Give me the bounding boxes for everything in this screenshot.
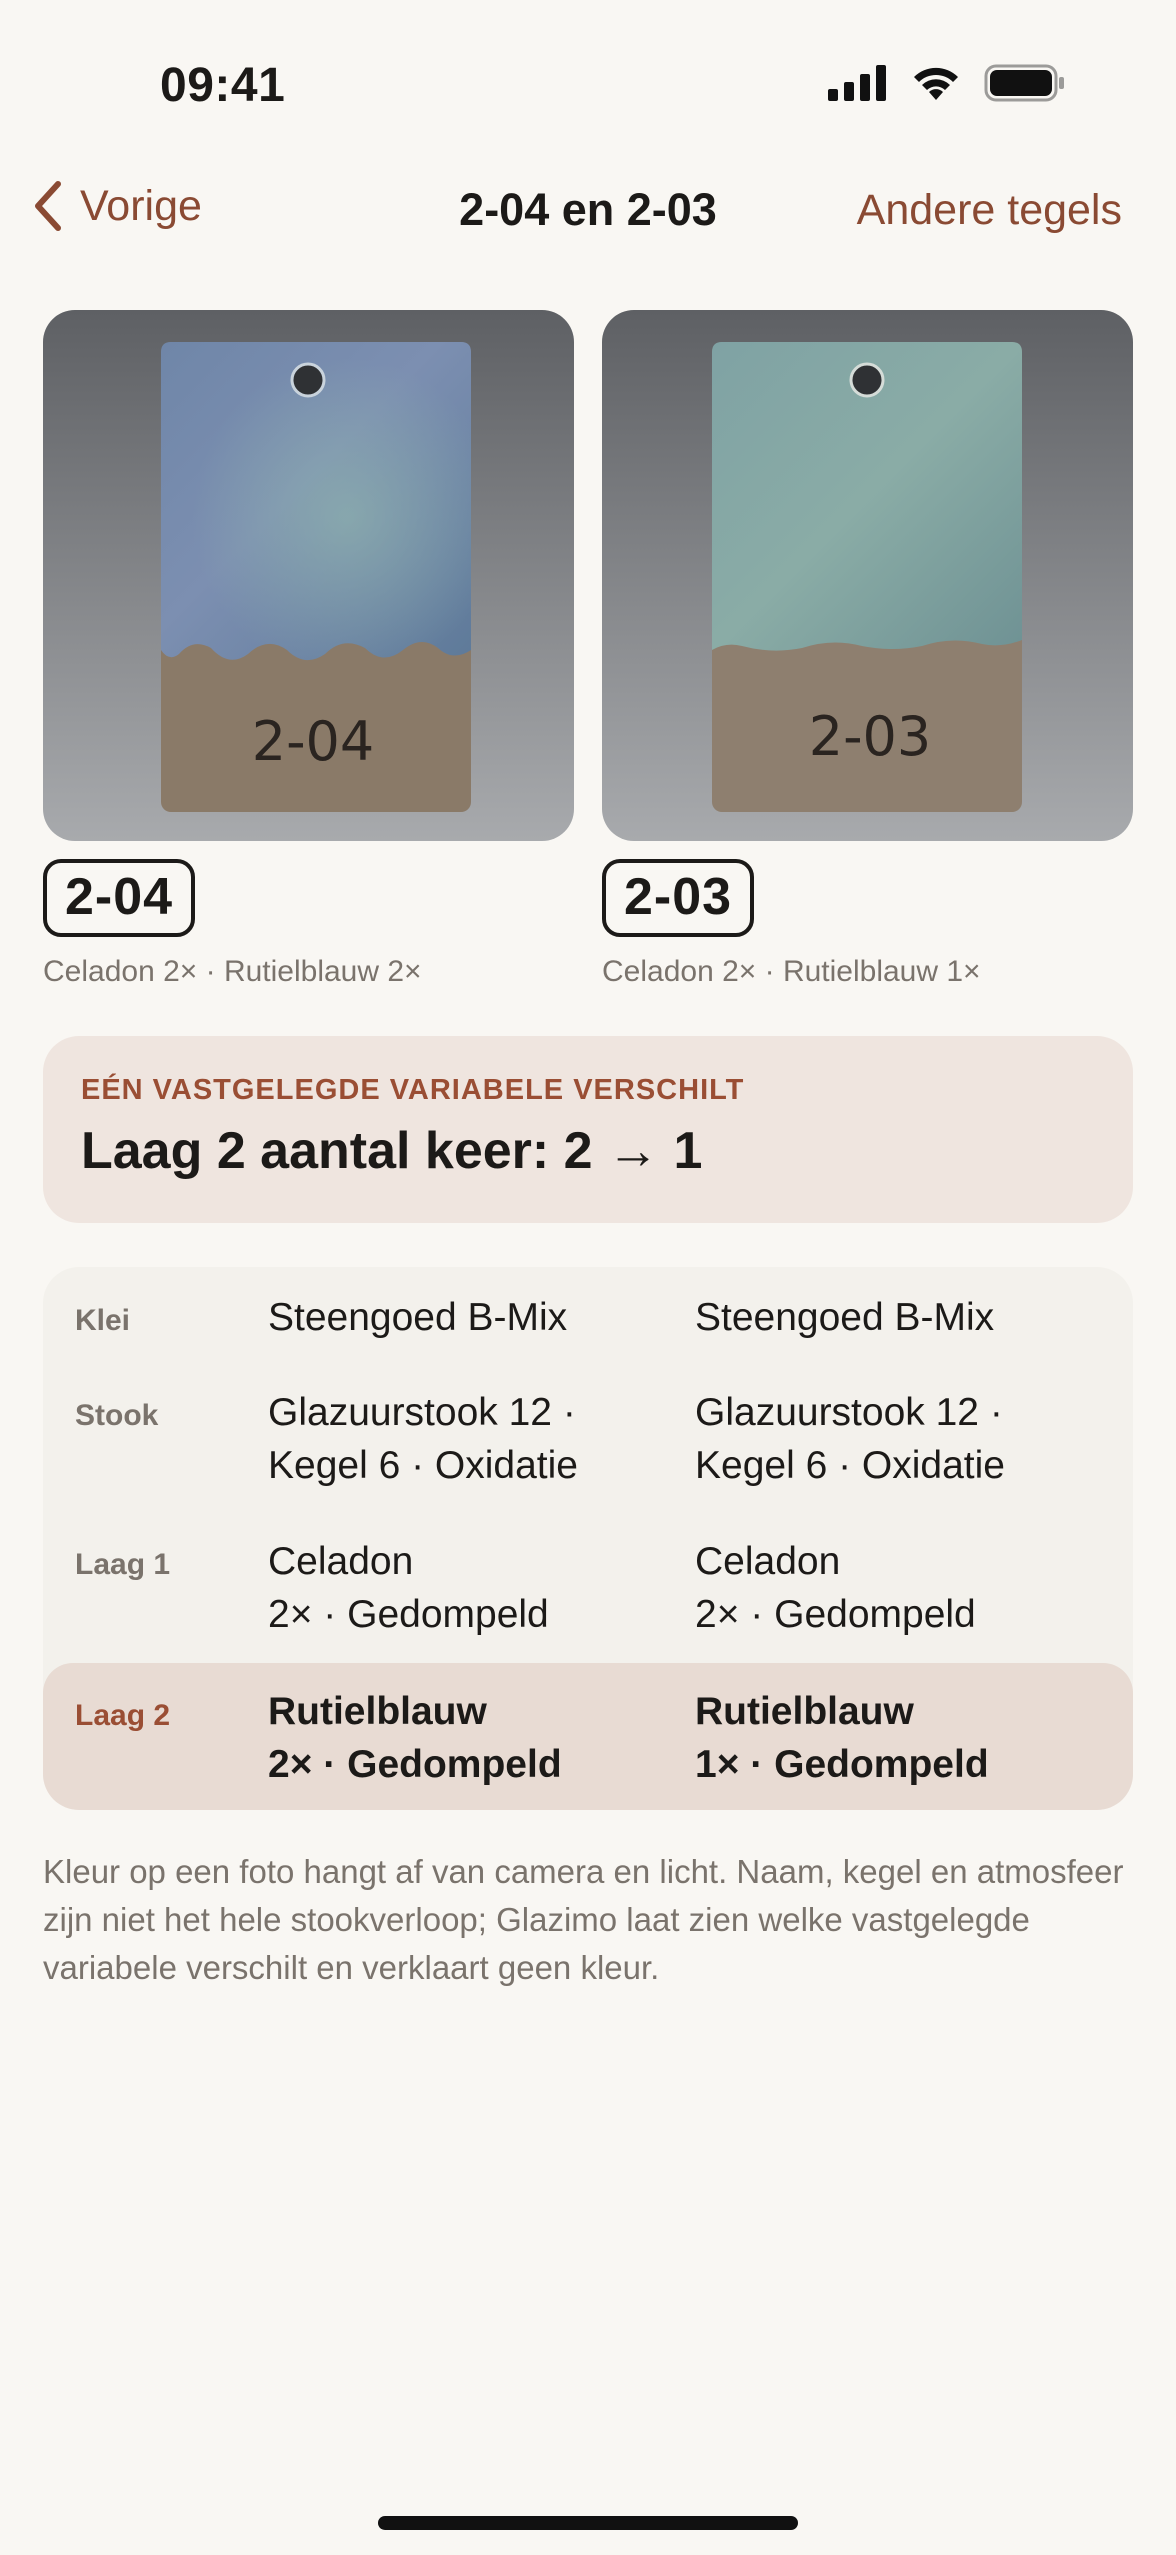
table-row-laag-1 bbox=[43, 1535, 1133, 1655]
cell-left: Steengoed B-Mix bbox=[268, 1296, 568, 1339]
page-title: 2-04 en 2-03 bbox=[459, 184, 717, 235]
tile-subtitle: Celadon 2× · Rutielblauw 1× bbox=[602, 955, 981, 988]
difference-kicker: EÉN VASTGELEGDE VARIABELE VERSCHILT bbox=[81, 1074, 745, 1106]
footnote-disclaimer: Kleur op een foto hangt af van camera en licht. Naam, kegel en atmosfeer zijn niet het hele stookverloop; Glazimo laat zien welke vastgelegde variabele verschilt en verklaart geen kleur. bbox=[43, 1853, 1124, 1986]
cell-right: Celadon 2× · Gedompeld bbox=[695, 1540, 976, 1636]
tile-photo-label: 2-04 bbox=[251, 710, 375, 773]
table-row-klei bbox=[43, 1291, 1133, 1357]
cell-left: Celadon 2× · Gedompeld bbox=[268, 1540, 549, 1636]
status-icons bbox=[828, 64, 1066, 102]
cell-right: Rutielblauw 1× · Gedompeld bbox=[695, 1690, 989, 1786]
row-label: Laag 2 bbox=[75, 1699, 171, 1732]
wifi-icon bbox=[910, 64, 962, 102]
other-tiles-button[interactable]: Andere tegels bbox=[856, 186, 1122, 234]
cell-left: Glazuurstook 12 · Kegel 6 · Oxidatie bbox=[268, 1391, 579, 1487]
tile-code-badge: 2-04 bbox=[43, 859, 195, 937]
table-row-laag-2-highlighted bbox=[43, 1663, 1133, 1810]
tile-subtitle: Celadon 2× · Rutielblauw 2× bbox=[43, 955, 422, 988]
back-button-label: Vorige bbox=[80, 181, 202, 230]
tile-comparison bbox=[43, 310, 1133, 989]
row-label: Klei bbox=[75, 1304, 131, 1337]
tile-card-right bbox=[602, 310, 1133, 989]
status-time: 09:41 bbox=[160, 59, 286, 112]
comparison-table bbox=[43, 1267, 1133, 1810]
tile-code-badge: 2-03 bbox=[602, 859, 754, 937]
tile-photo-2-03[interactable] bbox=[602, 310, 1133, 841]
navigation-bar bbox=[0, 170, 1176, 250]
table-row-stook bbox=[43, 1386, 1133, 1506]
tile-photo-label: 2-03 bbox=[808, 705, 932, 768]
cell-right: Steengoed B-Mix bbox=[695, 1296, 995, 1339]
home-indicator[interactable] bbox=[378, 2516, 798, 2530]
row-label: Stook bbox=[75, 1399, 159, 1432]
cell-left: Rutielblauw 2× · Gedompeld bbox=[268, 1690, 562, 1786]
row-label: Laag 1 bbox=[75, 1548, 171, 1581]
difference-card bbox=[43, 1036, 1133, 1223]
difference-headline: Laag 2 aantal keer: 2 → 1 bbox=[81, 1122, 703, 1180]
status-bar bbox=[0, 0, 1176, 150]
cell-right: Glazuurstook 12 · Kegel 6 · Oxidatie bbox=[695, 1391, 1006, 1487]
cellular-signal-icon bbox=[828, 65, 888, 101]
tile-photo-2-04[interactable] bbox=[43, 310, 574, 841]
tile-card-left bbox=[43, 310, 574, 989]
battery-icon bbox=[984, 64, 1066, 102]
